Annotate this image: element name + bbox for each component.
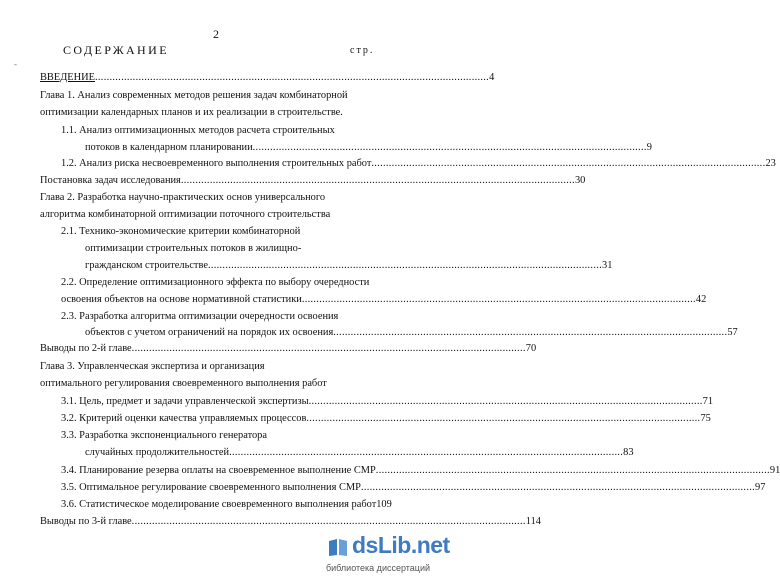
toc-leader: ........................................................................................................................................ — [131, 516, 526, 527]
section-3-3-line-1: 3.3. Разработка экспоненциального генератора — [61, 430, 267, 441]
toc-page: 83 — [623, 447, 634, 458]
margin-mark: - — [14, 59, 17, 69]
toc-leader: ........................................................................................................................................ — [371, 158, 766, 169]
toc-leader: ........................................................................................................................................ — [301, 294, 696, 305]
toc-entry-3-1 — [61, 395, 714, 408]
page-title: СОДЕРЖАНИЕ — [63, 43, 169, 57]
chapter-1-heading-line-1: Глава 1. Анализ современных методов решения задач комбинаторной — [40, 90, 348, 101]
toc-page: 75 — [700, 413, 711, 424]
toc-entry-text: 3.4. Планирование резерва оплаты на своевременное выполнение СМР — [61, 465, 376, 476]
watermark-logo-text: dsLib.net — [352, 532, 450, 558]
toc-entry-1-1 — [85, 141, 652, 154]
toc-entry-text: случайных продолжительностей — [85, 447, 230, 458]
toc-entry-3-5 — [61, 481, 766, 494]
toc-leader: ........................................................................................................................................ — [308, 396, 703, 407]
page-column-label: стр. — [350, 45, 375, 56]
toc-entry-text: Выводы по 3-й главе — [40, 516, 132, 527]
toc-entry-text: Постановка задач исследования — [40, 175, 181, 186]
toc-leader: ........................................................................................................................................ — [131, 343, 526, 354]
chapter-1-heading-line-2: оптимизации календарных планов и их реализации в строительстве. — [40, 107, 343, 118]
watermark — [326, 532, 450, 576]
section-2-3-line-1: 2.3. Разработка алгоритма оптимизации очередности освоения — [61, 311, 339, 322]
toc-leader: ........................................................................................................................................ — [229, 447, 624, 458]
toc-entry-2-1 — [85, 259, 613, 272]
toc-entry-text: потоков в календарном планировании — [85, 142, 253, 153]
toc-page: 31 — [602, 260, 613, 271]
toc-entry-2-2 — [61, 293, 707, 306]
toc-page: 91 — [769, 465, 780, 476]
toc-page: 114 — [525, 516, 541, 527]
section-2-1-line-1: 2.1. Технико-экономические критерии комбинаторной — [61, 226, 301, 237]
section-2-1-line-2: оптимизации строительных потоков в жилищно- — [85, 243, 302, 254]
toc-leader: ........................................................................................................................................ — [207, 260, 603, 271]
toc-entry-ch2-conclusions — [40, 342, 537, 355]
toc-leader: ........................................................................................................................................ — [95, 72, 490, 83]
toc-entry-3-6 — [61, 498, 390, 511]
toc-page: 109 — [376, 499, 392, 510]
toc-leader: ........................................................................................................................................ — [180, 175, 575, 186]
toc-entry-text: 3.1. Цель, предмет и задачи управленческой экспертизы — [61, 396, 309, 407]
toc-entry-text: 3.5. Оптимальное регулирование своевременного выполнения СМР — [61, 482, 361, 493]
toc-leader: ........................................................................................................................................ — [375, 465, 770, 476]
book-icon — [326, 535, 350, 559]
toc-entry-text: ВВЕДЕНИЕ — [40, 72, 95, 83]
toc-entry-text: гражданском строительстве — [85, 260, 208, 271]
toc-page: 71 — [702, 396, 714, 407]
chapter-3-heading-line-1: Глава 3. Управленческая экспертиза и организация — [40, 361, 265, 372]
toc-page: 4 — [489, 72, 495, 83]
section-1-1-line-1: 1.1. Анализ оптимизационных методов расчета строительных — [61, 125, 335, 136]
toc-entry-3-2 — [61, 412, 711, 425]
toc-entry-text: объектов с учетом ограничений на порядок их освоения — [85, 327, 334, 338]
toc-entry-text: 3.2. Критерий оценки качества управляемых процессов — [61, 413, 307, 424]
toc-entry-1-2 — [61, 157, 776, 170]
toc-entry-3-4 — [61, 464, 780, 477]
toc-entry-text: 1.2. Анализ риска несвоевременного выполнения строительных работ — [61, 158, 372, 169]
toc-entry-2-3 — [85, 326, 738, 339]
toc-page: 30 — [574, 175, 586, 186]
toc-page: 57 — [727, 327, 738, 338]
chapter-2-heading-line-2: алгоритма комбинаторной оптимизации поточного строительства — [40, 209, 331, 220]
toc-page: 42 — [695, 294, 707, 305]
toc-page: 9 — [646, 142, 652, 153]
toc-leader: ........................................................................................................................................ — [252, 142, 647, 153]
toc-leader: ........................................................................................................................................ — [360, 482, 756, 493]
toc-entry-problem-statement — [40, 174, 586, 187]
toc-page: 70 — [525, 343, 537, 354]
toc-leader: ........................................................................................................................................ — [306, 413, 701, 424]
toc-page: 97 — [755, 482, 766, 493]
toc-entry-text: Выводы по 2-й главе — [40, 343, 132, 354]
toc-entry-text: освоения объектов на основе нормативной статистики — [61, 294, 302, 305]
toc-entry-text: 3.6. Статистическое моделирование своевременного выполнения работ — [61, 499, 377, 510]
page-number: 2 — [213, 27, 219, 41]
toc-page: 23 — [765, 158, 776, 169]
watermark-subtitle: библиотека диссертаций — [326, 563, 431, 573]
section-2-2-line-1: 2.2. Определение оптимизационного эффекта по выбору очередности — [61, 277, 370, 288]
toc-entry-ch3-conclusions — [40, 515, 541, 528]
chapter-2-heading-line-1: Глава 2. Разработка научно-практических основ универсального — [40, 192, 326, 203]
chapter-3-heading-line-2: оптимального регулирования своевременного выполнения работ — [40, 378, 327, 389]
toc-leader: ........................................................................................................................................ — [333, 327, 728, 338]
toc-entry-3-3 — [85, 446, 634, 459]
toc-entry-intro — [40, 71, 495, 84]
